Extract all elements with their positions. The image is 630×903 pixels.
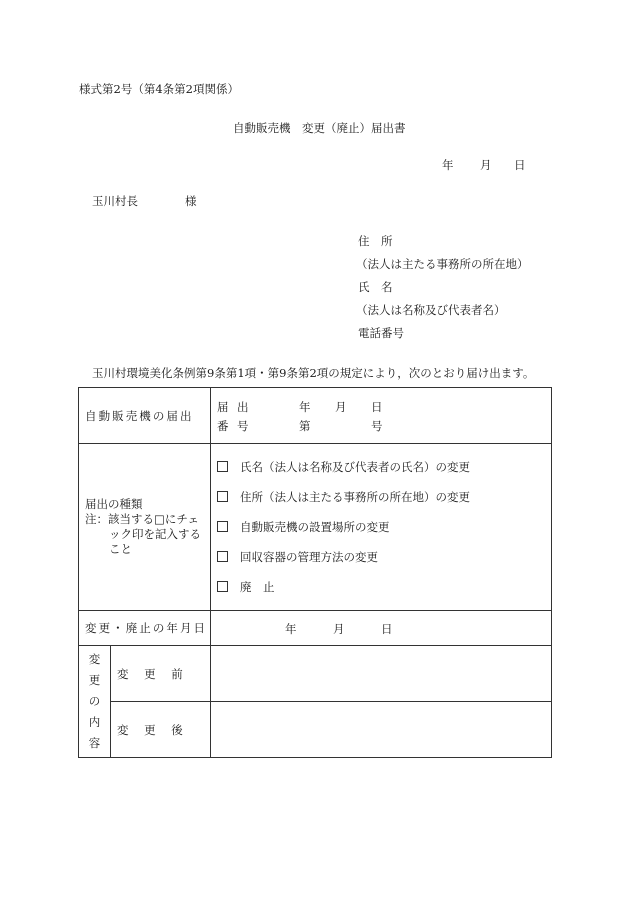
checkbox[interactable]	[217, 461, 228, 472]
notification-table	[78, 387, 552, 758]
date-month-label: 月	[480, 158, 492, 172]
option-abolition[interactable]	[211, 572, 551, 602]
notif-todoke: 届	[217, 399, 229, 414]
option-container-change[interactable]	[211, 542, 551, 572]
date-year-label: 年	[442, 158, 454, 172]
option-location-change[interactable]	[211, 512, 551, 542]
name-note: （法人は名称及び代表者名）	[356, 303, 506, 317]
before-label: 変 更 前	[117, 666, 185, 681]
before-value-cell[interactable]	[211, 646, 552, 702]
notif-de: 出	[237, 399, 249, 414]
type-note-line3: こと	[109, 542, 132, 556]
date-day-label: 日	[514, 158, 526, 172]
checkbox[interactable]	[217, 581, 228, 592]
after-label-cell	[111, 702, 211, 758]
before-label-cell	[111, 646, 211, 702]
notif-month-label: 月	[335, 399, 347, 414]
option-address-change[interactable]	[211, 482, 551, 512]
after-label: 変 更 後	[117, 722, 185, 737]
content-char: 更	[88, 673, 101, 687]
content-label-cell	[79, 646, 111, 758]
option-label: 廃 止	[240, 580, 275, 594]
option-label: 自動販売機の設置場所の変更	[240, 520, 390, 534]
notif-dai: 第	[299, 418, 311, 433]
notif-gou-label: 号	[237, 418, 249, 433]
content-char: 容	[88, 736, 101, 750]
form-number: 様式第2号（第4条第2項関係）	[79, 82, 239, 96]
content-char: 変	[88, 652, 101, 666]
change-date-label-cell	[79, 611, 211, 646]
after-value-cell[interactable]	[211, 702, 552, 758]
addressee: 玉川村長	[92, 194, 138, 208]
type-options-cell	[211, 444, 552, 611]
option-label: 回収容器の管理方法の変更	[240, 550, 378, 564]
change-day-label: 日	[381, 622, 393, 636]
type-label-cell	[79, 444, 211, 611]
checkbox[interactable]	[217, 521, 228, 532]
option-name-change[interactable]	[211, 452, 551, 482]
type-note-line1: 注：該当する□にチェ	[85, 512, 200, 526]
checkbox[interactable]	[217, 551, 228, 562]
notif-go: 号	[371, 418, 383, 433]
notif-day-label: 日	[371, 399, 383, 414]
notif-ban: 番	[217, 418, 229, 433]
phone-label: 電話番号	[358, 326, 404, 340]
address-note: （法人は主たる事務所の所在地）	[356, 257, 529, 271]
notif-year-label: 年	[299, 399, 311, 414]
form-title: 自動販売機 変更（廃止）届出書	[233, 121, 406, 135]
honorific: 様	[185, 194, 197, 208]
statement: 玉川村環境美化条例第9条第1項・第9条第2項の規定により，次のとおり届け出ます。	[92, 366, 535, 380]
change-date-label: 変更・廃止の年月日	[85, 621, 208, 635]
notification-label: 自動販売機の届出	[85, 408, 194, 423]
type-label: 届出の種類	[85, 497, 143, 511]
name-label: 氏 名	[358, 280, 393, 294]
change-date-cell	[211, 611, 552, 646]
change-year-label: 年	[285, 622, 297, 636]
type-note-line2: ック印を記入する	[109, 527, 201, 541]
address-label: 住 所	[358, 234, 393, 248]
option-label: 住所（法人は主たる事務所の所在地）の変更	[240, 490, 470, 504]
notification-number-cell	[211, 388, 552, 444]
content-char: の	[88, 694, 101, 708]
checkbox[interactable]	[217, 491, 228, 502]
notification-label-cell	[79, 388, 211, 444]
option-label: 氏名（法人は名称及び代表者の氏名）の変更	[240, 460, 470, 474]
change-month-label: 月	[333, 622, 345, 636]
content-char: 内	[88, 715, 101, 729]
